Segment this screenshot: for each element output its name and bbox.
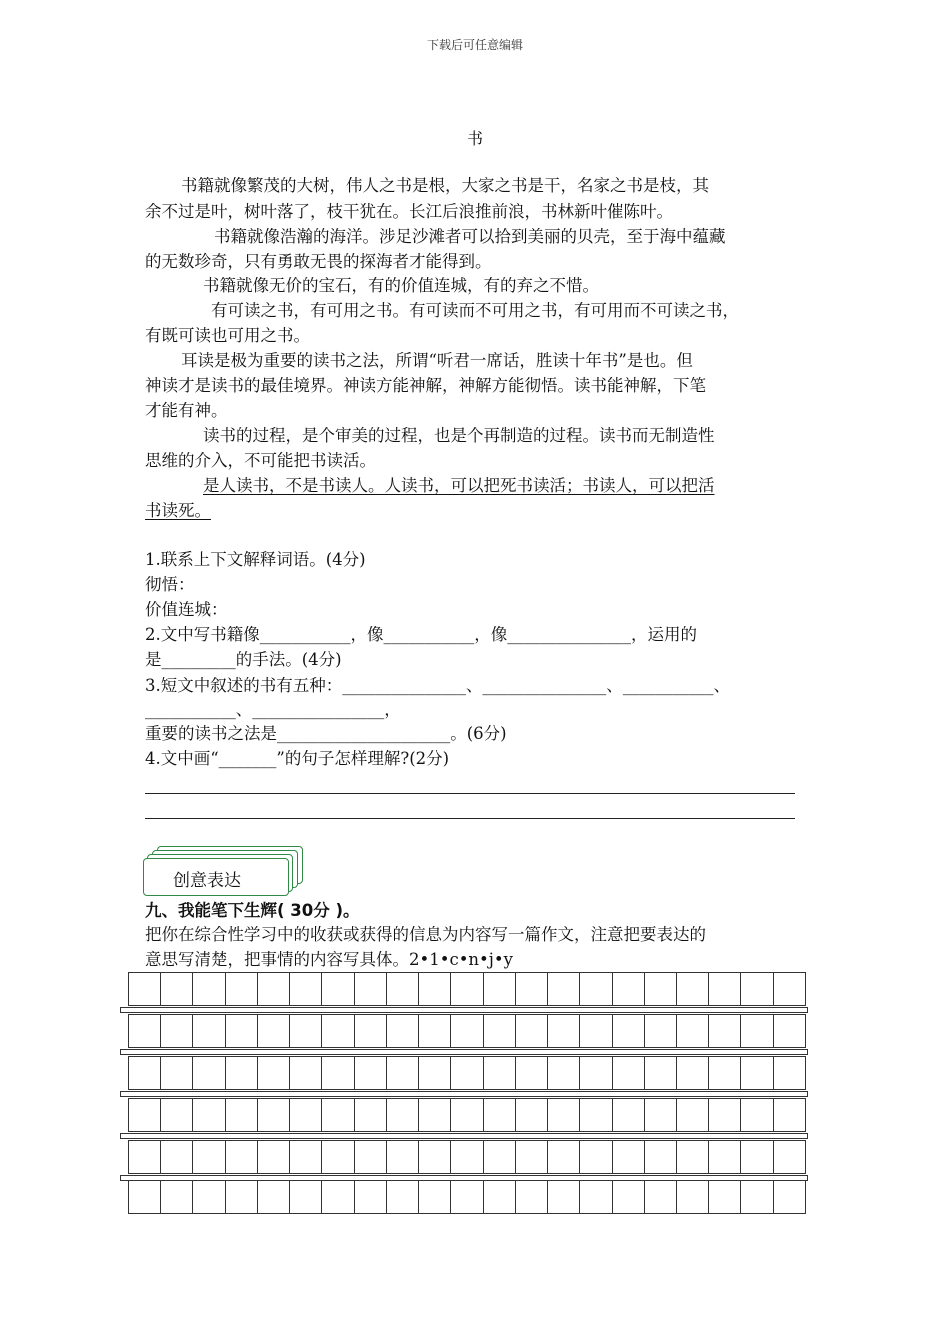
- grid-cell[interactable]: [322, 1015, 354, 1047]
- grid-cell[interactable]: [226, 1181, 258, 1213]
- grid-cell[interactable]: [129, 1141, 161, 1173]
- grid-cell[interactable]: [484, 1015, 516, 1047]
- grid-cell[interactable]: [290, 973, 322, 1005]
- grid-cell[interactable]: [226, 1141, 258, 1173]
- grid-cell[interactable]: [129, 1181, 161, 1213]
- grid-cell[interactable]: [258, 973, 290, 1005]
- answer-line[interactable]: [145, 818, 795, 819]
- grid-cell[interactable]: [322, 1181, 354, 1213]
- grid-cell[interactable]: [516, 1141, 548, 1173]
- grid-cell[interactable]: [355, 1015, 387, 1047]
- grid-row[interactable]: [128, 1056, 806, 1090]
- badge-label: 创意表达: [173, 871, 241, 891]
- passage-line: 书籍就像繁茂的大树，伟人之书是根，大家之书是干，名家之书是枝，其: [181, 176, 709, 195]
- grid-cell[interactable]: [709, 1057, 741, 1089]
- grid-cell[interactable]: [613, 1015, 645, 1047]
- grid-cell[interactable]: [548, 1181, 580, 1213]
- grid-cell[interactable]: [419, 1057, 451, 1089]
- grid-cell[interactable]: [580, 1015, 612, 1047]
- grid-cell[interactable]: [419, 973, 451, 1005]
- grid-cell[interactable]: [774, 1141, 805, 1173]
- grid-cell[interactable]: [741, 1141, 773, 1173]
- grid-cell[interactable]: [290, 1099, 322, 1131]
- grid-cell[interactable]: [290, 1015, 322, 1047]
- grid-cell[interactable]: [645, 1015, 677, 1047]
- passage-line: 神读才是读书的最佳境界。神读方能神解，神解方能彻悟。读书能神解，下笔: [145, 376, 706, 395]
- grid-cell[interactable]: [355, 1181, 387, 1213]
- grid-cell[interactable]: [516, 1181, 548, 1213]
- grid-cell[interactable]: [774, 973, 805, 1005]
- grid-row[interactable]: [128, 1180, 806, 1214]
- grid-cell[interactable]: [516, 973, 548, 1005]
- grid-cell[interactable]: [258, 1141, 290, 1173]
- grid-cell[interactable]: [161, 973, 193, 1005]
- grid-cell[interactable]: [387, 1141, 419, 1173]
- grid-cell[interactable]: [645, 1141, 677, 1173]
- grid-cell[interactable]: [161, 1141, 193, 1173]
- grid-cell[interactable]: [548, 1015, 580, 1047]
- grid-cell[interactable]: [355, 1057, 387, 1089]
- passage-line: 有可读之书，有可用之书。有可读而不可用之书，有可用而不可读之书，: [211, 301, 739, 320]
- section-9-instruction: 把你在综合性学习中的收获或获得的信息为内容写一篇作文，注意把要表达的: [145, 925, 706, 944]
- grid-cell[interactable]: [355, 1099, 387, 1131]
- grid-cell[interactable]: [193, 1141, 225, 1173]
- grid-cell[interactable]: [580, 1057, 612, 1089]
- grid-cell[interactable]: [613, 973, 645, 1005]
- grid-row[interactable]: [128, 1140, 806, 1174]
- grid-cell[interactable]: [451, 1181, 483, 1213]
- grid-cell[interactable]: [322, 1099, 354, 1131]
- grid-cell[interactable]: [580, 1181, 612, 1213]
- grid-cell[interactable]: [419, 1181, 451, 1213]
- question-4: 4.文中画“_______”的句子怎样理解?(2分): [145, 749, 450, 768]
- grid-cell[interactable]: [193, 1057, 225, 1089]
- passage-line: 书籍就像无价的宝石，有的价值连城，有的弃之不惜。: [203, 276, 599, 295]
- grid-row-separator: [120, 1049, 808, 1055]
- grid-cell[interactable]: [580, 1099, 612, 1131]
- question-3: 重要的读书之法是_____________________。(6分): [145, 724, 507, 743]
- grid-cell[interactable]: [322, 973, 354, 1005]
- answer-line[interactable]: [145, 793, 795, 794]
- grid-cell[interactable]: [258, 1099, 290, 1131]
- grid-cell[interactable]: [129, 1099, 161, 1131]
- grid-cell[interactable]: [355, 973, 387, 1005]
- grid-cell[interactable]: [741, 1181, 773, 1213]
- grid-cell[interactable]: [677, 1015, 709, 1047]
- grid-cell[interactable]: [709, 1015, 741, 1047]
- grid-cell[interactable]: [419, 1015, 451, 1047]
- grid-cell[interactable]: [677, 973, 709, 1005]
- grid-row-separator: [120, 1091, 808, 1097]
- section-9-instruction: 意思写清楚，把事情的内容写具体。2•1•c•n•j•y: [145, 950, 513, 969]
- grid-cell[interactable]: [548, 973, 580, 1005]
- grid-cell[interactable]: [226, 1057, 258, 1089]
- grid-row[interactable]: [128, 1014, 806, 1048]
- grid-cell[interactable]: [548, 1141, 580, 1173]
- question-3: ___________、________________，: [145, 700, 401, 719]
- grid-cell[interactable]: [613, 1141, 645, 1173]
- question-2: 2.文中写书籍像___________，像___________，像_______________，运用的: [145, 625, 697, 644]
- passage-line: 读书的过程，是个审美的过程，也是个再制造的过程。读书而无制造性: [203, 426, 715, 445]
- grid-cell[interactable]: [322, 1141, 354, 1173]
- grid-cell[interactable]: [226, 973, 258, 1005]
- grid-cell[interactable]: [774, 1181, 805, 1213]
- grid-cell[interactable]: [290, 1057, 322, 1089]
- grid-cell[interactable]: [419, 1141, 451, 1173]
- grid-cell[interactable]: [709, 1181, 741, 1213]
- grid-cell[interactable]: [129, 1015, 161, 1047]
- grid-cell[interactable]: [548, 1099, 580, 1131]
- grid-cell[interactable]: [774, 1099, 805, 1131]
- page-header: 下载后可任意编辑: [426, 38, 523, 52]
- grid-cell[interactable]: [226, 1015, 258, 1047]
- grid-cell[interactable]: [677, 1099, 709, 1131]
- grid-cell[interactable]: [161, 1057, 193, 1089]
- grid-cell[interactable]: [484, 1181, 516, 1213]
- grid-cell[interactable]: [258, 1181, 290, 1213]
- grid-cell[interactable]: [387, 973, 419, 1005]
- grid-cell[interactable]: [451, 1141, 483, 1173]
- grid-cell[interactable]: [774, 1057, 805, 1089]
- grid-cell[interactable]: [677, 1057, 709, 1089]
- grid-cell[interactable]: [387, 1015, 419, 1047]
- grid-cell[interactable]: [580, 1141, 612, 1173]
- question-1-term: 价值连城：: [145, 600, 228, 619]
- question-1: 1.联系上下文解释词语。(4分): [145, 550, 366, 569]
- question-2: 是_________的手法。(4分): [145, 650, 342, 669]
- grid-cell[interactable]: [645, 973, 677, 1005]
- grid-cell[interactable]: [709, 973, 741, 1005]
- grid-cell[interactable]: [741, 1099, 773, 1131]
- grid-row[interactable]: [128, 972, 806, 1006]
- grid-cell[interactable]: [741, 1015, 773, 1047]
- grid-cell[interactable]: [258, 1015, 290, 1047]
- grid-cell[interactable]: [419, 1099, 451, 1131]
- grid-cell[interactable]: [129, 1057, 161, 1089]
- grid-cell[interactable]: [774, 1015, 805, 1047]
- grid-cell[interactable]: [322, 1057, 354, 1089]
- grid-cell[interactable]: [709, 1099, 741, 1131]
- grid-cell[interactable]: [226, 1099, 258, 1131]
- grid-cell[interactable]: [484, 1141, 516, 1173]
- grid-cell[interactable]: [613, 1057, 645, 1089]
- grid-cell[interactable]: [677, 1141, 709, 1173]
- grid-cell[interactable]: [451, 1057, 483, 1089]
- passage-line: 才能有神。: [145, 401, 228, 420]
- grid-cell[interactable]: [290, 1141, 322, 1173]
- grid-cell[interactable]: [484, 1057, 516, 1089]
- grid-cell[interactable]: [387, 1057, 419, 1089]
- grid-cell[interactable]: [645, 1057, 677, 1089]
- section-9-title: 九、我能笔下生辉( 30分 )。: [145, 901, 360, 920]
- grid-cell[interactable]: [258, 1057, 290, 1089]
- question-3: 3.短文中叙述的书有五种：_______________、_______________、___________、: [145, 676, 730, 695]
- grid-cell[interactable]: [161, 1015, 193, 1047]
- grid-cell[interactable]: [161, 1181, 193, 1213]
- page-title: 书: [466, 129, 483, 148]
- grid-cell[interactable]: [387, 1099, 419, 1131]
- passage-line: 余不过是叶，树叶落了，枝干犹在。长江后浪推前浪，书林新叶催陈叶。: [145, 202, 673, 221]
- grid-cell[interactable]: [516, 1057, 548, 1089]
- grid-cell[interactable]: [451, 1099, 483, 1131]
- grid-cell[interactable]: [516, 1015, 548, 1047]
- grid-cell[interactable]: [451, 1015, 483, 1047]
- grid-row-separator: [120, 1133, 808, 1139]
- passage-line: 有既可读也可用之书。: [145, 326, 310, 345]
- grid-cell[interactable]: [193, 1099, 225, 1131]
- question-1-term: 彻悟：: [145, 575, 195, 594]
- grid-cell[interactable]: [613, 1181, 645, 1213]
- grid-cell[interactable]: [548, 1057, 580, 1089]
- grid-cell[interactable]: [355, 1141, 387, 1173]
- grid-cell[interactable]: [709, 1141, 741, 1173]
- grid-cell[interactable]: [484, 973, 516, 1005]
- grid-cell[interactable]: [387, 1181, 419, 1213]
- grid-cell[interactable]: [741, 973, 773, 1005]
- grid-row-separator: [120, 1007, 808, 1013]
- grid-cell[interactable]: [193, 1015, 225, 1047]
- underlined-sentence: 书读死。: [145, 501, 211, 520]
- grid-cell[interactable]: [645, 1181, 677, 1213]
- passage-line: 书籍就像浩瀚的海洋。涉足沙滩者可以拾到美丽的贝壳，至于海中蕴藏: [214, 227, 726, 246]
- grid-cell[interactable]: [613, 1099, 645, 1131]
- grid-cell[interactable]: [193, 973, 225, 1005]
- grid-cell[interactable]: [129, 973, 161, 1005]
- grid-cell[interactable]: [741, 1057, 773, 1089]
- grid-cell[interactable]: [290, 1181, 322, 1213]
- grid-cell[interactable]: [580, 973, 612, 1005]
- grid-cell[interactable]: [516, 1099, 548, 1131]
- grid-cell[interactable]: [451, 973, 483, 1005]
- grid-cell[interactable]: [484, 1099, 516, 1131]
- passage-line: 的无数珍奇，只有勇敢无畏的探海者才能得到。: [145, 252, 492, 271]
- grid-cell[interactable]: [645, 1099, 677, 1131]
- grid-cell[interactable]: [677, 1181, 709, 1213]
- passage-line: 思维的介入，不可能把书读活。: [145, 451, 376, 470]
- section-badge: [143, 846, 303, 892]
- grid-cell[interactable]: [161, 1099, 193, 1131]
- grid-row[interactable]: [128, 1098, 806, 1132]
- grid-cell[interactable]: [193, 1181, 225, 1213]
- passage-line: 耳读是极为重要的读书之法，所谓“听君一席话，胜读十年书”是也。但: [181, 351, 693, 370]
- underlined-sentence: 是人读书，不是书读人。人读书，可以把死书读活；书读人，可以把活: [203, 476, 715, 495]
